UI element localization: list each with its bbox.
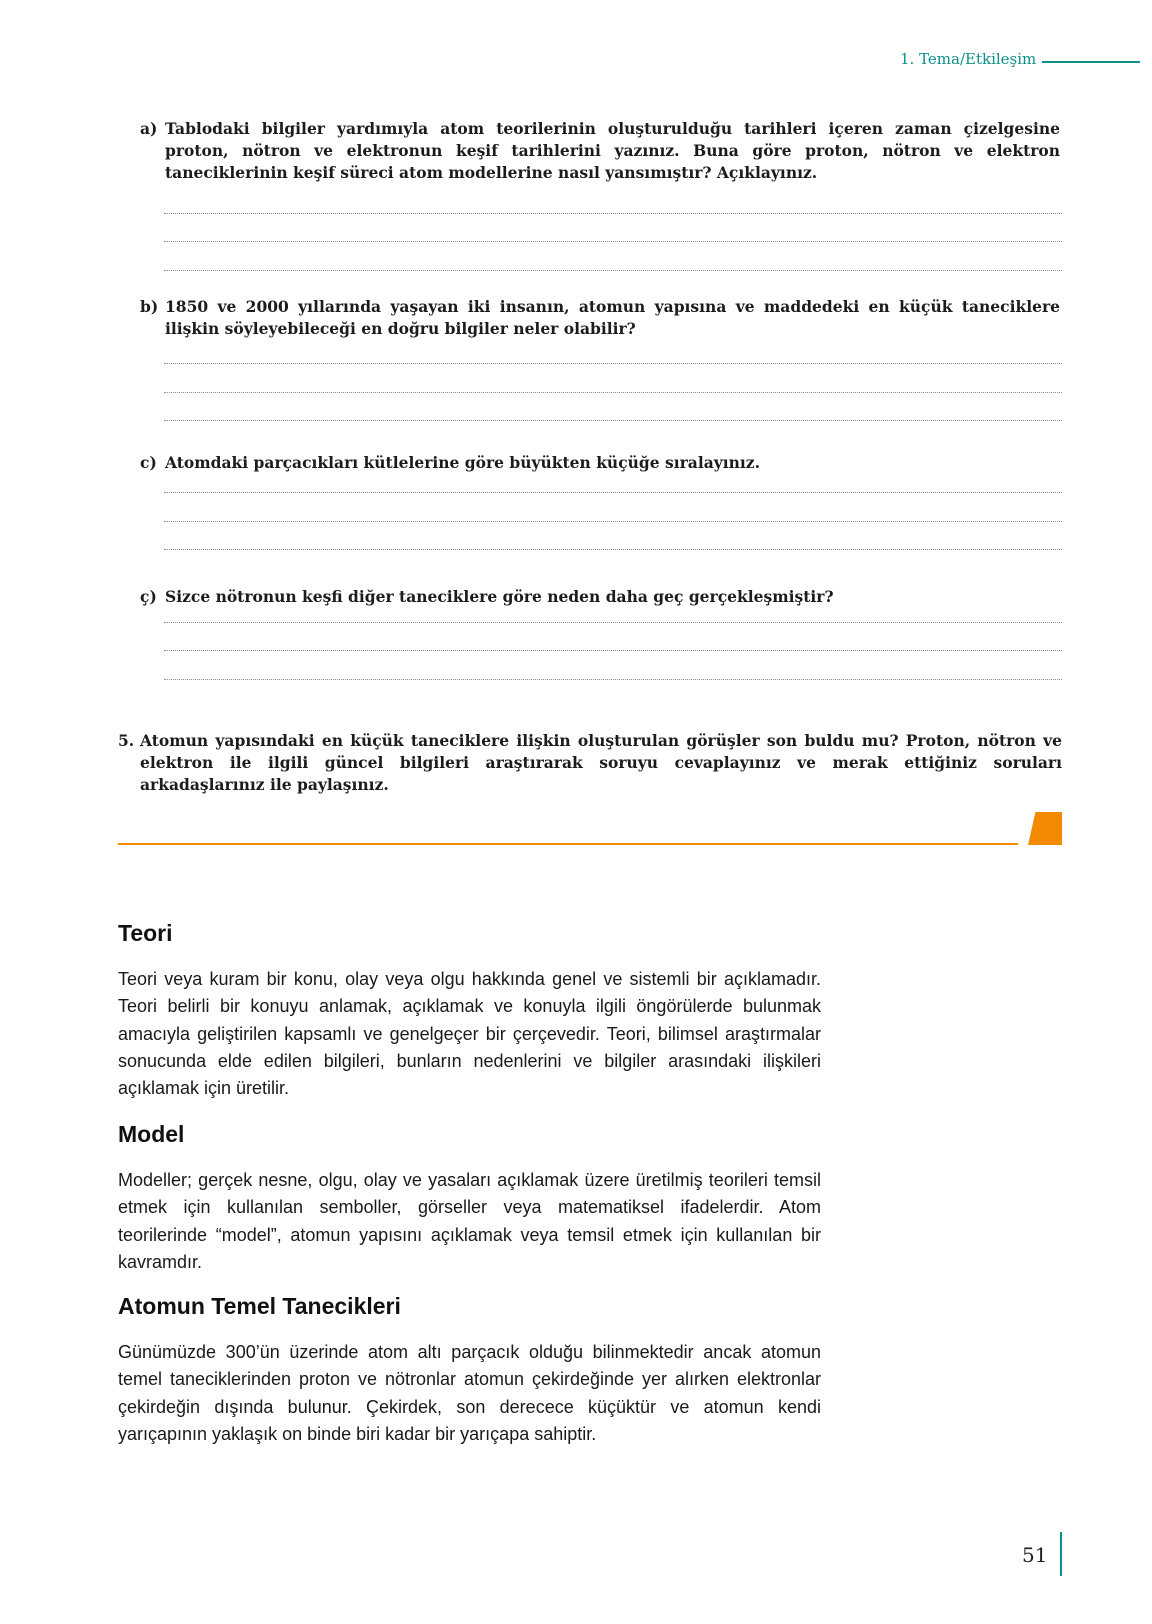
answer-line[interactable]	[164, 549, 1062, 550]
question-text: 1850 ve 2000 yıllarında yaşayan iki insanın, atomun yapısına ve maddedeki en küçük taneciklere ilişkin söyleyebileceği en doğru bilgiler neler olabilir?	[165, 297, 1060, 338]
question-label: c)	[140, 453, 157, 472]
answer-line[interactable]	[164, 521, 1062, 522]
heading-atomun-temel-tanecikleri: Atomun Temel Tanecikleri	[118, 1293, 401, 1319]
question-c	[140, 452, 1060, 474]
page-number: 51	[1022, 1543, 1048, 1567]
answer-line[interactable]	[164, 492, 1062, 493]
question-label: a)	[140, 119, 158, 138]
answer-line[interactable]	[164, 650, 1062, 651]
running-header	[900, 50, 1140, 68]
answer-line[interactable]	[164, 241, 1062, 242]
divider-tab-marker	[1028, 812, 1062, 845]
question-5	[118, 730, 1062, 796]
answer-line[interactable]	[164, 363, 1062, 364]
answer-line[interactable]	[164, 679, 1062, 680]
paragraph-teori: Teori veya kuram bir konu, olay veya olgu hakkında genel ve sistemli bir açıklamadır. Teori belirli bir konuyu anlamak, açıklamak ve konuyla ilgili öngörülerde bulunmak amacıyla geliştirilen kapsamlı ve genelgeçer bir çerçevedir. Teori, bilimsel araştırmalar sonucunda elde edilen bilgileri, bunların nedenlerini ve bilgiler arasındaki ilişkileri açıklamak için üretilir.	[118, 969, 821, 1099]
answer-line[interactable]	[164, 213, 1062, 214]
question-text: Atomdaki parçacıkları kütlelerine göre büyükten küçüğe sıralayınız.	[165, 453, 761, 472]
question-label: b)	[140, 297, 159, 316]
header-rule	[1042, 61, 1140, 63]
question-c-cedilla	[140, 586, 1060, 608]
answer-line[interactable]	[164, 420, 1062, 421]
question-text: Atomun yapısındaki en küçük taneciklere ilişkin oluşturulan görüşler son buldu mu? Proton, nötron ve elektron ile ilgili güncel bilgileri araştırarak soruyu cevaplayınız ve merak ettiğiniz soruları arkadaşlarınız ile paylaşınız.	[140, 731, 1062, 794]
section-header-title: 1. Tema/Etkileşim	[900, 50, 1037, 68]
question-text: Tablodaki bilgiler yardımıyla atom teorilerinin oluşturulduğu tarihleri içeren zaman çizelgesine proton, nötron ve elektronun keşif tarihlerini yazınız. Buna göre proton, nötron ve elektron taneciklerinin keşif süreci atom modellerine nasıl yansımıştır? Açıklayınız.	[165, 119, 1060, 182]
heading-model: Model	[118, 1121, 185, 1147]
answer-line[interactable]	[164, 270, 1062, 271]
section-divider	[118, 843, 1018, 845]
heading-teori: Teori	[118, 920, 173, 946]
question-text: Sizce nötronun keşfi diğer taneciklere göre neden daha geç gerçekleşmiştir?	[165, 587, 834, 606]
question-label: ç)	[140, 587, 157, 606]
question-number: 5.	[118, 731, 135, 750]
question-b	[140, 296, 1060, 340]
question-a	[140, 118, 1060, 184]
answer-line[interactable]	[164, 392, 1062, 393]
paragraph-model: Modeller; gerçek nesne, olgu, olay ve yasaları açıklamak üzere üretilmiş teorileri temsil etmek için kullanılan semboller, görseller veya matematiksel ifadelerdir. Atom teorilerinde “model”, atomun yapısını açıklamak veya temsil etmek için kullanılan bir kavramdır.	[118, 1170, 821, 1272]
answer-line[interactable]	[164, 622, 1062, 623]
page-number-rule	[1060, 1532, 1062, 1576]
paragraph-atomun-temel-tanecikleri: Günümüzde 300’ün üzerinde atom altı parçacık olduğu bilinmektedir ancak atomun temel taneciklerinden proton ve nötronlar atomun çekirdeğinde yer alırken elektronlar çekirdeğin dışında bulunur. Çekirdek, son derecece küçüktür ve atomun kendi yarıçapının yaklaşık on binde biri kadar bir yarıçapa sahiptir.	[118, 1342, 821, 1444]
